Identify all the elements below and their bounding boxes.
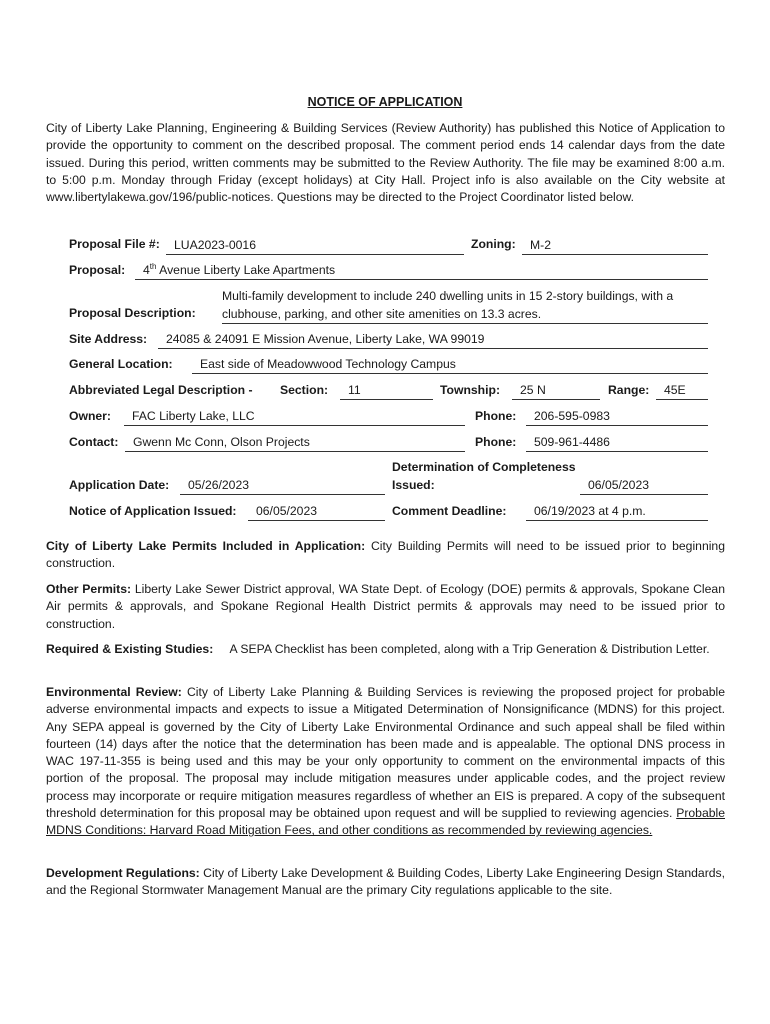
proposal-file-value: LUA2023-0016 (166, 237, 464, 255)
city-permits-text: City Building Permits will need to be issued prior to beginning construction. (46, 539, 725, 571)
studies-text: A SEPA Checklist has been completed, along with a Trip Generation & Distribution Letter. (213, 642, 710, 656)
township-value: 25 N (512, 382, 600, 400)
contact-value: Gwenn Mc Conn, Olson Projects (125, 434, 465, 452)
environmental-review-text: City of Liberty Lake Planning & Building Services is reviewing the proposed project for probable adverse environmental impacts and expects to issue a Mitigated Determination of Nonsignificance (MDNS) for this project. Any SEPA appeal is governed by the City of Liberty Lake Environmental Ordinance and such appeal shall be filed within fourteen (14) days after the notice that the determination has been made and is appealable. The optional DNS process in WAC 197-11-355 is being used and this may be your only opportunity to comment on the environmental impacts of this portion of the proposal. The proposal may include mitigation measures under applicable codes, and the project review process may incorporate or require mitigation measures regardless of whether an EIS is prepared. A copy of the subsequent threshold determination for this proposal may be obtained upon request and will be supplied to reviewing agencies. (46, 685, 725, 821)
city-permits-label: City of Liberty Lake Permits Included in Application: (46, 539, 366, 553)
application-date-value: 05/26/2023 (180, 477, 385, 495)
development-regulations-text: City of Liberty Lake Development & Building Codes, Liberty Lake Engineering Design Standards, and the Regional Stormwater Management Manual are the primary City regulations applicable to the site. (46, 866, 726, 898)
range-value: 45E (656, 382, 708, 400)
owner-phone-value: 206-595-0983 (526, 408, 708, 426)
township-label: Township: (440, 383, 501, 397)
intro-paragraph: City of Liberty Lake Planning, Engineering & Building Services (Review Authority) has published this Notice of Application to provide the opportunity to comment on the described proposal. The comment period ends 14 calendar days from the date issued. During this period, written comments may be submitted to the Review Authority. The file may be examined 8:00 a.m. to 5:00 p.m. Monday through Friday (except holidays) at City Hall. Project info is also available on the City website at www.libertylakewa.gov/196/public-notices. Questions may be directed to the Project Coordinator listed below. (46, 121, 725, 205)
proposal-description-label: Proposal Description: (69, 306, 196, 320)
comment-deadline-value: 06/19/2023 at 4 p.m. (526, 503, 708, 521)
contact-label: Contact: (69, 435, 119, 449)
other-permits-text: Liberty Lake Sewer District approval, WA State Dept. of Ecology (DOE) permits & approvals, Spokane Clean Air permits & approvals, and Spokane Regional Health District permits & approvals may need to be issued prior to construction. (46, 582, 725, 631)
general-location-value: East side of Meadowwood Technology Campus (192, 356, 708, 374)
environmental-review-section (46, 684, 725, 840)
notice-issued-value: 06/05/2023 (248, 503, 385, 521)
owner-value: FAC Liberty Lake, LLC (124, 408, 465, 426)
other-permits-label: Other Permits: (46, 582, 132, 596)
completeness-issued-value: 06/05/2023 (580, 477, 708, 495)
completeness-label: Determination of Completeness (392, 460, 576, 474)
studies-label: Required & Existing Studies: (46, 642, 214, 656)
proposal-number: 4 (143, 263, 150, 277)
range-label: Range: (608, 383, 650, 397)
development-regulations-section (46, 865, 725, 900)
proposal-ordinal: th (149, 262, 157, 271)
other-permits-section (46, 581, 725, 633)
legal-description-label: Abbreviated Legal Description - (69, 383, 253, 397)
environmental-review-label: Environmental Review: (46, 685, 182, 699)
zoning-value: M-2 (522, 237, 708, 255)
development-regulations-label: Development Regulations: (46, 866, 200, 880)
notice-issued-label: Notice of Application Issued: (69, 504, 237, 518)
city-permits-section (46, 538, 725, 573)
comment-deadline-label: Comment Deadline: (392, 504, 507, 518)
contact-phone-label: Phone: (475, 435, 517, 449)
proposal-value (135, 262, 708, 280)
proposal-name: Avenue Liberty Lake Apartments (156, 263, 336, 277)
completeness-issued-label: Issued: (392, 478, 435, 492)
site-address-value: 24085 & 24091 E Mission Avenue, Liberty Lake, WA 99019 (158, 331, 708, 349)
studies-section (46, 641, 725, 658)
document-title: NOTICE OF APPLICATION (307, 95, 463, 109)
section-label: Section: (280, 383, 329, 397)
proposal-label: Proposal: (69, 263, 126, 277)
section-value: 11 (340, 382, 433, 400)
owner-label: Owner: (69, 409, 111, 423)
site-address-label: Site Address: (69, 332, 148, 346)
contact-phone-value: 509-961-4486 (526, 434, 708, 452)
application-date-label: Application Date: (69, 478, 170, 492)
mdns-conditions: Probable MDNS Conditions: Harvard Road Mitigation Fees, and other conditions as recommended by reviewing agencies. (46, 806, 725, 838)
proposal-file-label: Proposal File #: (69, 237, 160, 251)
general-location-label: General Location: (69, 357, 173, 371)
zoning-label: Zoning: (471, 237, 516, 251)
owner-phone-label: Phone: (475, 409, 517, 423)
proposal-description-value: Multi-family development to include 240 dwelling units in 15 2-story buildings, with a clubhouse, parking, and other site amenities on 13.3 acres. (222, 288, 708, 324)
